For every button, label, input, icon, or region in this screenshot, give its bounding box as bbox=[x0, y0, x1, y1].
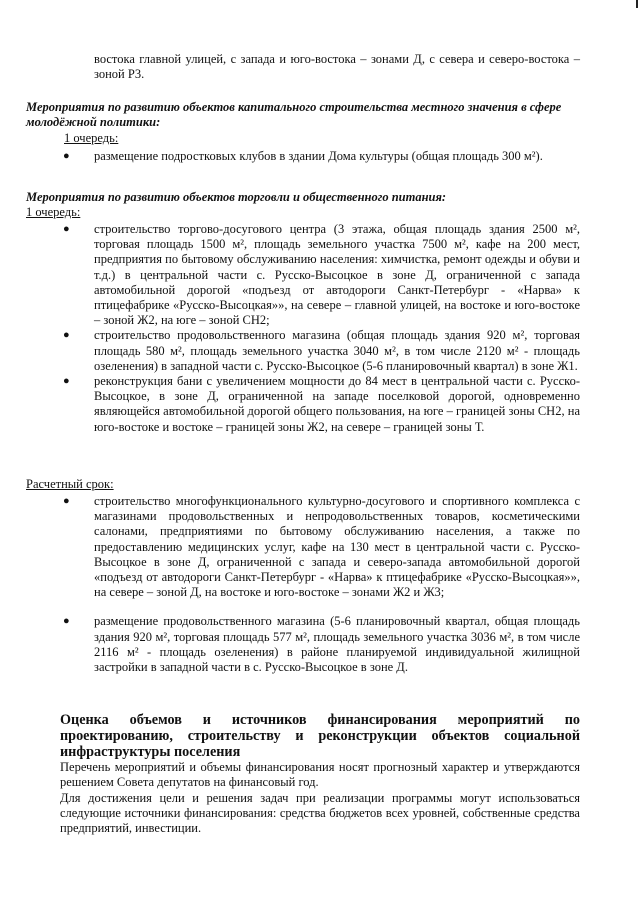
youth-phase-label: 1 очередь: bbox=[64, 131, 119, 145]
edge-mark bbox=[636, 0, 638, 8]
list-item: ● размещение подростковых клубов в здании Дома культуры (общая площадь 300 м²). bbox=[63, 149, 543, 163]
trade-heading: Мероприятия по развитию объектов торговли и общественного питания: bbox=[26, 190, 447, 204]
bullet-icon: ● bbox=[63, 615, 70, 628]
youth-list bbox=[60, 149, 580, 164]
list-item: ● строительство торгово-досугового центра (3 этажа, общая площадь здания 2500 м², торговая площадь 1500 м², площадь земельного участка 7500 м², кафе на 200 мест, предприятия по бытовому обслуживанию населения: химчистка, ремонт одежды и обуви и т.д.) в центральной части с. Русско-Высоцкое в зоне Д, ограниченной с запада автомобильной дорогой «подъезд от автодороги Санкт-Петербург - «Нарва» к птицефабрике «Русско-Высоцкая»», на севере – главной улицей, на востоке и юго-востоке – зоной Ж2, на юге – зоной СН2; bbox=[63, 222, 580, 328]
bullet-icon: ● bbox=[63, 223, 70, 235]
trade-phase2-list bbox=[60, 494, 580, 675]
list-item: ● размещение продовольственного магазина (5-6 планировочный квартал, общая площадь здания 920 м², торговая площадь 577 м², площадь земельного участка 3036 м², в том числе 2116 м² - площадь озеленения) в районе планируемой индивидуальной жилищной застройки в западной части в с. Русско-Высоцкое в зоне Д. bbox=[63, 614, 580, 675]
list-item: ● строительство продовольственного магазина (общая площадь здания 920 м², торговая площадь 580 м², площадь земельного участка 3040 м², в том числе 2120 м² - площадь озеленения) в западной части с. Русско-Высоцкое (5-6 планировочный квартал) в зоне Ж1. bbox=[63, 328, 580, 373]
trade-phase1-label: 1 очередь: bbox=[26, 205, 81, 219]
list-item: ● строительство многофункционального культурно-досугового и спортивного комплекса с магазинами продовольственных и непродовольственных товаров, косметическими салонами, предприятиями по бытовому обслуживанию населения, а также по предоставлению медицинских услуг, кафе на 130 мест в центральной части с. Русско-Высоцкое в зоне Д, ограниченной с запада и северо-запада автомобильной дорогой «подъезд от автодороги Санкт-Петербург - «Нарва» к птицефабрике «Русско-Высоцкая»», на севере – зоной Д, на востоке и юго-востоке – зонами Ж2 и Ж3; bbox=[63, 494, 580, 600]
finance-heading: Оценка объемов и источников финансирования мероприятий по проектированию, строительству и реконструкции объектов социальной инфраструктуры поселения bbox=[60, 712, 580, 760]
trade-phase2-label: Расчетный срок: bbox=[26, 477, 114, 491]
finance-paragraph-1: Перечень мероприятий и объемы финансирования носят прогнозный характер и утверждаются решением Совета депутатов на финансовый год. bbox=[60, 760, 580, 790]
finance-paragraph-2: Для достижения цели и решения задач при реализации программы могут использоваться следующие источники финансирования: средства бюджетов всех уровней, собственные средства предприятий, инвестиции. bbox=[60, 791, 580, 836]
intro-paragraph: востока главной улицей, с запада и юго-востока – зонами Д, с севера и северо-востока – зоной Р3. bbox=[94, 52, 580, 82]
bullet-icon: ● bbox=[63, 150, 70, 162]
bullet-icon: ● bbox=[63, 329, 70, 342]
bullet-icon: ● bbox=[63, 495, 70, 507]
bullet-icon: ● bbox=[63, 375, 70, 388]
trade-phase1-list bbox=[60, 222, 580, 435]
youth-heading: Мероприятия по развитию объектов капитального строительства местного значения в сфере молодёжной политики: bbox=[26, 100, 562, 130]
list-item: ● реконструкция бани с увеличением мощности до 84 мест в центральной части с. Русско-Высоцкое, в зоне Д, ограниченной на западе поселковой дорогой, одновременно являющейся автомобильной дорогой общего пользования, на юге – границей зоны СН2, на юго-востоке и востоке – границей зоны Ж2, на севере – границей зоны Т. bbox=[63, 374, 580, 434]
